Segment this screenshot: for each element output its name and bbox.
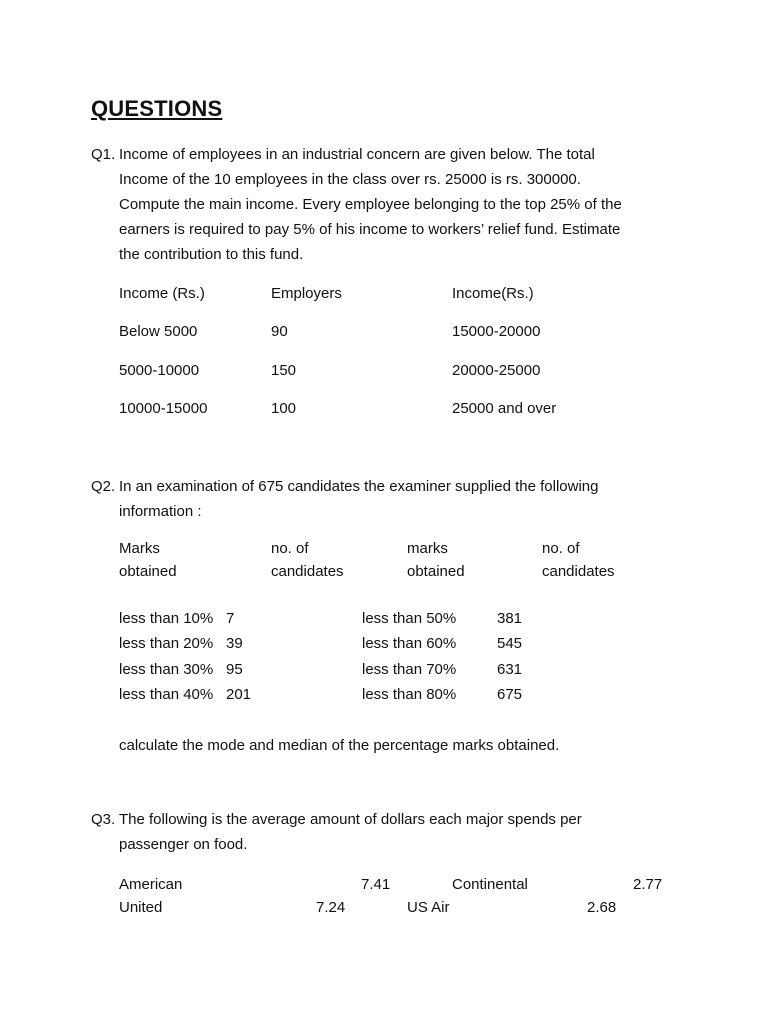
table-header: candidates: [542, 563, 615, 580]
table-cell: 20000-25000: [452, 362, 541, 379]
page-title: QUESTIONS: [91, 96, 223, 121]
airline-value: 2.77: [633, 876, 663, 893]
question-2-line: In an examination of 675 candidates the examiner supplied the following: [119, 478, 599, 495]
table-cell: 15000-20000: [452, 323, 541, 340]
table-cell: 25000 and over: [452, 400, 557, 417]
table-header: Income (Rs.): [119, 285, 205, 302]
table-header: no. of: [271, 540, 309, 557]
table-cell: 90: [271, 323, 288, 340]
table-cell: less than 40%: [119, 686, 214, 703]
table-header: Employers: [271, 285, 342, 302]
table-cell: 381: [497, 610, 523, 627]
question-1-line: Compute the main income. Every employee belonging to the top 25% of the: [119, 196, 622, 213]
airline-name: Continental: [452, 876, 528, 893]
table-cell: 100: [271, 400, 297, 417]
table-cell: 545: [497, 635, 523, 652]
airline-name: American: [119, 876, 183, 893]
table-cell: Below 5000: [119, 323, 198, 340]
question-3-line: passenger on food.: [119, 836, 248, 853]
table-header: no. of: [542, 540, 580, 557]
question-2-line: information :: [119, 503, 202, 520]
table-header: marks: [407, 540, 448, 557]
question-3-number: Q3.: [91, 811, 116, 828]
table-cell: less than 30%: [119, 661, 214, 678]
table-cell: less than 60%: [362, 635, 457, 652]
question-2: [91, 474, 691, 526]
airline-value: 7.24: [316, 899, 346, 916]
question-2-text: [119, 474, 679, 524]
table-cell: 675: [497, 686, 523, 703]
question-1-number: Q1.: [91, 146, 116, 163]
question-1-line: earners is required to pay 5% of his income to workers’ relief fund. Estimate: [119, 221, 621, 238]
table-cell: 7: [226, 610, 235, 627]
table-cell: 631: [497, 661, 523, 678]
question-1-line: the contribution to this fund.: [119, 246, 304, 263]
table-header: obtained: [119, 563, 177, 580]
airline-name: US Air: [407, 899, 450, 916]
question-3-text: [119, 807, 679, 857]
table-cell: 10000-15000: [119, 400, 208, 417]
question-2-instruction: calculate the mode and median of the percentage marks obtained.: [119, 737, 560, 754]
table-cell: less than 20%: [119, 635, 214, 652]
question-2-number: Q2.: [91, 478, 116, 495]
table-cell: 5000-10000: [119, 362, 200, 379]
table-header: Marks: [119, 540, 160, 557]
table-cell: 150: [271, 362, 297, 379]
table-cell: less than 10%: [119, 610, 214, 627]
question-1-text: [119, 142, 679, 267]
question-1: [91, 142, 691, 272]
table-cell: 39: [226, 635, 243, 652]
table-cell: less than 80%: [362, 686, 457, 703]
table-cell: less than 70%: [362, 661, 457, 678]
airline-value: 7.41: [361, 876, 391, 893]
question-1-line: Income of employees in an industrial concern are given below. The total: [119, 146, 595, 163]
table-header: candidates: [271, 563, 344, 580]
table-cell: less than 50%: [362, 610, 457, 627]
table-cell: 95: [226, 661, 243, 678]
airline-name: United: [119, 899, 163, 916]
table-cell: 201: [226, 686, 252, 703]
question-3-line: The following is the average amount of dollars each major spends per: [119, 811, 582, 828]
question-1-line: Income of the 10 employees in the class over rs. 25000 is rs. 300000.: [119, 171, 581, 188]
question-3: [91, 807, 691, 859]
table-header: Income(Rs.): [452, 285, 534, 302]
table-header: obtained: [407, 563, 465, 580]
airline-value: 2.68: [587, 899, 617, 916]
